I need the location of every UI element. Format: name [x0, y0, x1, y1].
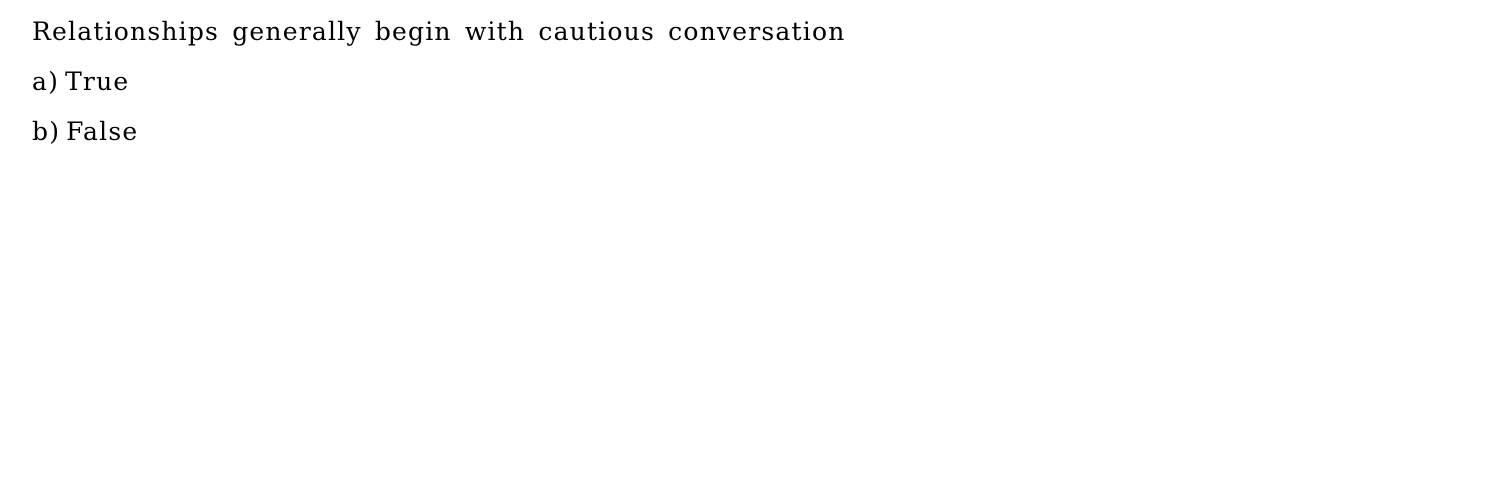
option-b-letter: b) [32, 117, 61, 146]
answer-options [32, 64, 1500, 150]
option-a[interactable] [32, 64, 1500, 100]
question-text: Relationships generally begin with cautious conversation [32, 17, 846, 46]
option-b-text: False [66, 117, 139, 146]
option-b[interactable] [32, 114, 1500, 150]
option-a-text: True [65, 67, 130, 96]
option-a-letter: a) [32, 67, 60, 96]
